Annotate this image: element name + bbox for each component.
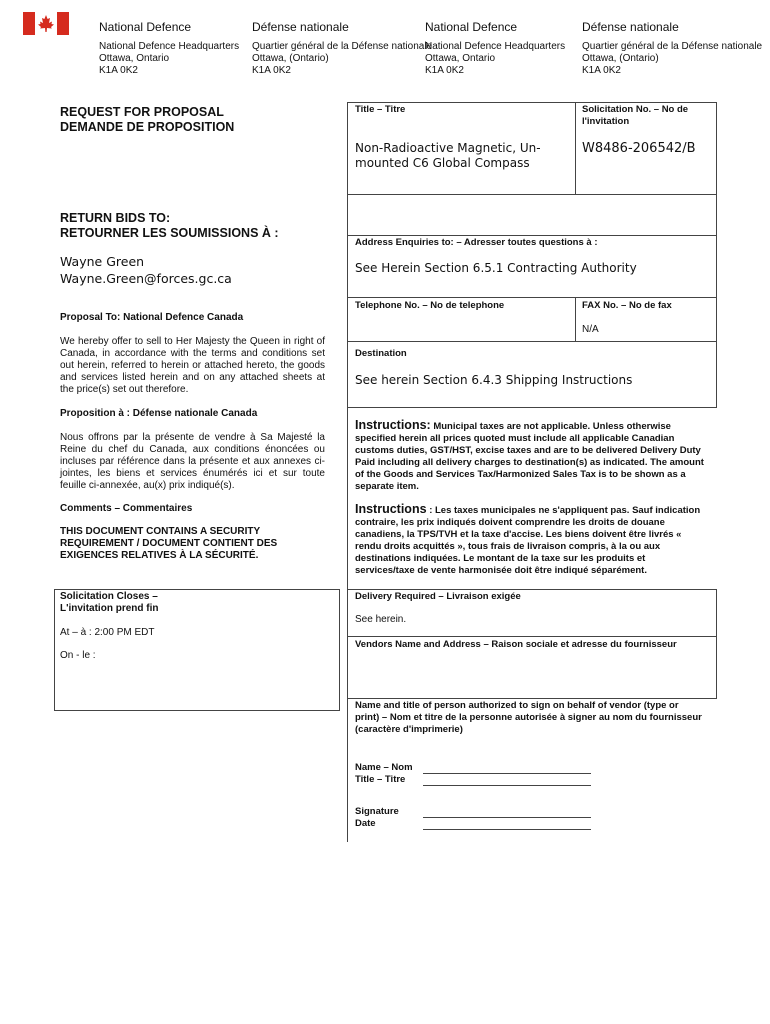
title-value: Non-Radioactive Magnetic, Un-mounted C6 Global Compass (355, 141, 541, 170)
fax-label: FAX No. – No de fax (582, 300, 672, 311)
header-col1-address: National Defence Headquarters Ottawa, Ontario K1A 0K2 (99, 41, 240, 76)
signature-field[interactable]: Signature (355, 806, 591, 818)
header-col4-title: Défense nationale (582, 20, 679, 34)
fax-value: N/A (582, 324, 599, 335)
date-field[interactable]: Date (355, 818, 591, 830)
offer-english: We hereby offer to sell to Her Majesty the Queen in right of Canada, in accordance with the terms and conditions set out herein, referred to herein or attached hereto, the goods and services listed herein and on any attached sheets at the price(s) set out therefore. (60, 336, 325, 395)
enquiries-label: Address Enquiries to: – Adresser toutes questions à : (355, 237, 598, 248)
closing-time: At – à : 2:00 PM EDT (60, 627, 155, 638)
enquiries-value: See Herein Section 6.5.1 Contracting Authority (355, 261, 637, 275)
title-label: Title – Titre (355, 104, 406, 115)
comments-label: Comments – Commentaires (60, 503, 193, 514)
security-notice: THIS DOCUMENT CONTAINS A SECURITY REQUIREMENT / DOCUMENT CONTIENT DES EXIGENCES RELATIVES À LA SÉCURITÉ. (60, 526, 278, 561)
telephone-label: Telephone No. – No de telephone (355, 300, 505, 311)
proposal-to: Proposal To: National Defence Canada (60, 312, 244, 323)
canada-flag-icon (23, 12, 69, 35)
header-col2-address: Quartier général de la Défense nationale Ottawa, (Ontario) K1A 0K2 (252, 41, 433, 76)
header-col3-title: National Defence (425, 20, 518, 34)
title-field[interactable]: Title – Titre (355, 774, 591, 786)
delivery-value: See herein. (355, 614, 407, 625)
authorized-signer-label: Name and title of person authorized to sign on behalf of vendor (type or print) – Nom et titre de la personne autorisée à signer au nom du fournisseur (caractère d'imprimerie) (355, 700, 702, 735)
return-bids-heading: RETURN BIDS TO: RETOURNER LES SOUMISSIONS À : (60, 211, 279, 240)
offer-french: Nous offrons par la présente de vendre à Sa Majesté la Reine du chef du Canada, aux conditions énoncées ou incluses par référence dans la présente et aux annexes ci-jointes, les biens et services énumérés ici et sur toute feuille ci-annexée, au(x) prix indiqué(s). (60, 432, 325, 491)
closing-date: On - le : (60, 650, 96, 661)
header-col1-title: National Defence (99, 20, 192, 34)
delivery-label: Delivery Required – Livraison exigée (355, 591, 521, 602)
destination-value: See herein Section 6.4.3 Shipping Instructions (355, 373, 633, 387)
instructions-english: Instructions: Municipal taxes are not applicable. Unless otherwise specified herein all prices quoted must include all applicable Canadian customs duties, GST/HST, excise taxes and are to be delivered Delivery Duty Paid including all delivery charges to destination(s) as indicated. The amount of the Goods and Services Tax/Harmonized Sales Tax is to be shown as a separate item. (355, 418, 704, 492)
instructions-french: Instructions : Les taxes municipales ne s'appliquent pas. Sauf indication contraire, les prix indiqués doivent comprendre les droits de douane canadiens, la TPS/TVH et la taxe d'accise. Les biens doivent être livrés « rendu droits acquittés », tous frais de livraison compris, à la ou aux destinations indiquées. Le montant de la taxe sur les produits et services/taxe de vente harmonisée doit être indiqué séparément. (355, 502, 701, 576)
rfp-title: REQUEST FOR PROPOSAL DEMANDE DE PROPOSITION (60, 105, 235, 134)
proposition-heading: Proposition à : Défense nationale Canada (60, 408, 258, 419)
solicitation-label: Solicitation No. – No de l'invitation (582, 104, 689, 127)
contact-email[interactable]: Wayne.Green@forces.gc.ca (60, 271, 232, 286)
header-col4-address: Quartier général de la Défense nationale Ottawa, (Ontario) K1A 0K2 (582, 41, 763, 76)
header-col2-title: Défense nationale (252, 20, 349, 34)
destination-label: Destination (355, 348, 407, 359)
solicitation-value: W8486-206542/B (582, 141, 696, 156)
vendor-label: Vendors Name and Address – Raison sociale et adresse du fournisseur (355, 639, 677, 650)
contact-name: Wayne Green (60, 254, 145, 269)
header-col3-address: National Defence Headquarters Ottawa, Ontario K1A 0K2 (425, 41, 566, 76)
name-field[interactable]: Name – Nom (355, 762, 591, 774)
contact-block (60, 253, 232, 287)
solicitation-closes-label: Solicitation Closes – L'invitation prend fin (60, 591, 159, 614)
